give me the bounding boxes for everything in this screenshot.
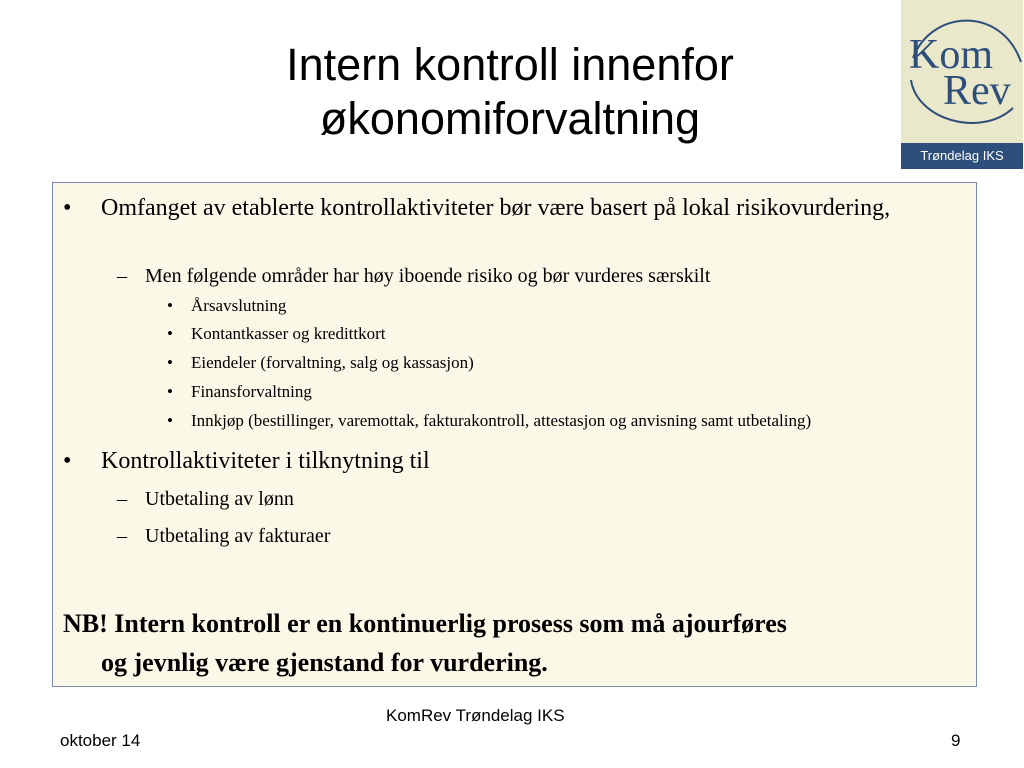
bullet-item [63, 444, 891, 478]
bullet-item [63, 191, 891, 225]
nb-note-line-2: og jevnlig være gjenstand for vurdering. [101, 648, 548, 677]
sub-bullet-item [117, 522, 331, 550]
bullet-icon: • [167, 296, 173, 315]
logo-word-kom: Kom [909, 32, 993, 78]
sub-sub-item [167, 351, 474, 375]
sub-sub-item [167, 322, 386, 346]
bullet-icon: • [63, 448, 72, 474]
dash-icon: – [117, 525, 127, 547]
page-number: 9 [951, 731, 961, 750]
slide-title-line-2: økonomiforvaltning [319, 93, 701, 144]
sub-sub-text: Årsavslutning [191, 296, 287, 315]
bullet-icon: • [63, 195, 72, 221]
nb-note-line-1: NB! Intern kontroll er en kontinuerlig prosess som må ajourføres [63, 609, 787, 638]
sub-bullet-text: Men følgende områder har høy iboende risiko og bør vurderes særskilt [145, 265, 711, 287]
logo-word-rev: Rev [943, 68, 1011, 114]
footer-date: oktober 14 [60, 731, 141, 750]
sub-bullet-text: Utbetaling av lønn [145, 488, 294, 510]
logo-band: Trøndelag IKS [901, 143, 1023, 169]
bullet-text: Kontrollaktiviteter i tilknytning til [101, 448, 430, 474]
footer-organization: KomRev Trøndelag IKS [386, 706, 565, 725]
bullet-text: Omfanget av etablerte kontrollaktiviteter bør være basert på lokal risikovurdering, [101, 195, 891, 221]
bullet-icon: • [167, 382, 173, 401]
dash-icon: – [117, 488, 127, 510]
sub-sub-item [167, 409, 812, 433]
dash-icon: – [117, 265, 127, 287]
sub-bullet-item [117, 262, 711, 290]
sub-sub-text: Innkjøp (bestillinger, varemottak, fakturakontroll, attestasjon og anvisning samt utbetaling) [191, 411, 812, 430]
sub-bullet-text: Utbetaling av fakturaer [145, 525, 331, 547]
slide-title [170, 38, 850, 146]
sub-sub-item [167, 294, 287, 318]
slide-title-line-1: Intern kontroll innenfor [286, 39, 734, 90]
sub-sub-text: Kontantkasser og kredittkort [191, 324, 386, 343]
content-box [52, 182, 977, 687]
bullet-icon: • [167, 353, 173, 372]
sub-bullet-item [117, 485, 294, 513]
sub-sub-text: Eiendeler (forvaltning, salg og kassasjon) [191, 353, 474, 372]
komrev-logo [901, 0, 1023, 169]
bullet-icon: • [167, 411, 173, 430]
bullet-icon: • [167, 324, 173, 343]
sub-sub-text: Finansforvaltning [191, 382, 312, 401]
sub-sub-item [167, 380, 312, 404]
